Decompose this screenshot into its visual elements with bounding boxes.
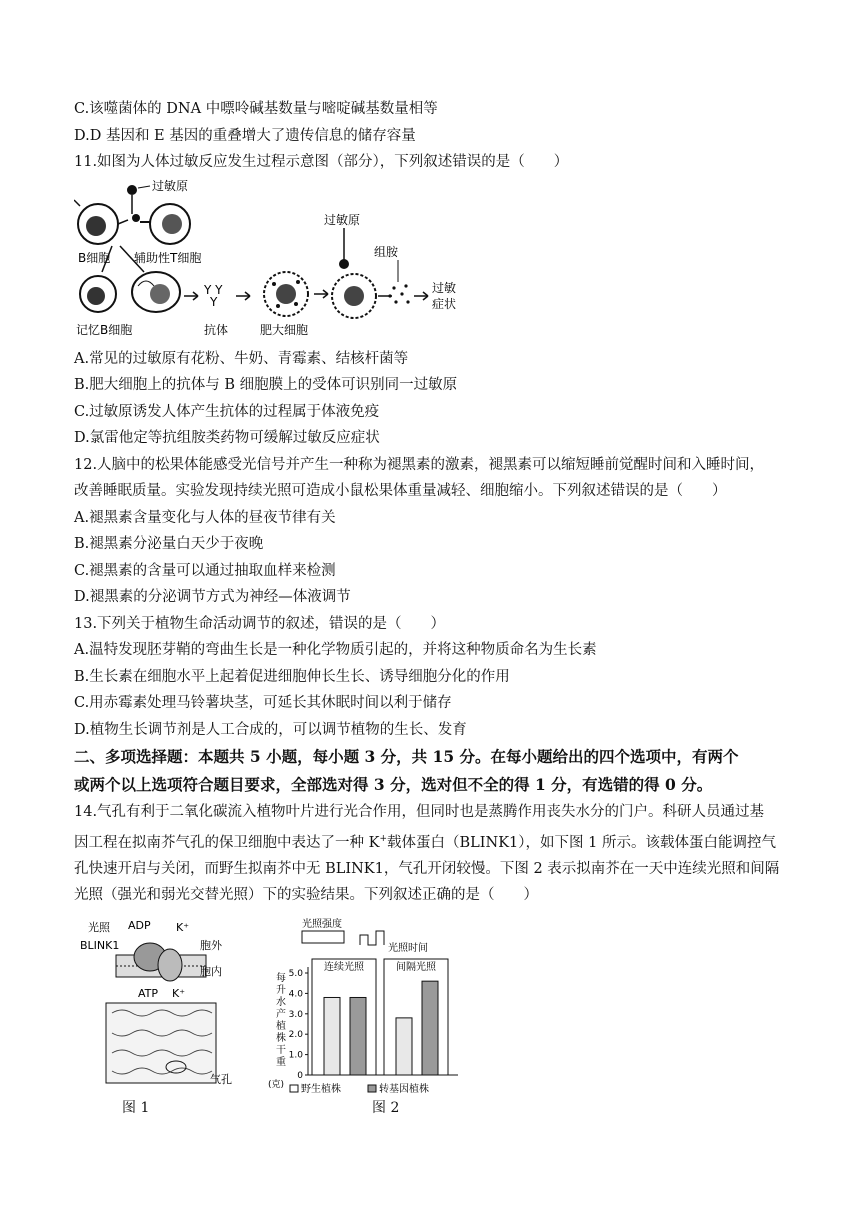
label-antibody: 抗体	[204, 322, 229, 337]
y-tick-label: 4.0	[288, 989, 303, 1000]
q12-stem-line1: 12.人脑中的松果体能感受光信号并产生一种称为褪黑素的激素，褪黑素可以缩短睡前觉醒时间和入睡时间，	[74, 456, 765, 473]
ylabel-char: 植	[276, 1020, 286, 1032]
fig2-bars	[324, 981, 438, 1075]
label-helper-t: 辅助性T细胞	[134, 250, 202, 265]
category-label: 间隔光照	[396, 961, 436, 973]
q13-option-c: C.用赤霉素处理马铃薯块茎，可延长其休眠时间以利于储存	[74, 695, 452, 711]
q14-stem-line4: 光照（强光和弱光交替光照）下的实验结果。下列叙述正确的是（ ）	[74, 887, 538, 904]
exam-page	[74, 96, 794, 1119]
memory-b-cell-icon	[80, 276, 116, 312]
y-tick-label: 5.0	[288, 968, 303, 979]
label-histamine: 组胺	[374, 244, 399, 259]
legend-swatch-wild	[290, 1085, 298, 1092]
fig1-label-k-top: K⁺	[176, 920, 190, 934]
intermittent-light-symbol	[360, 931, 384, 945]
q11-option-a: A.常见的过敏原有花粉、牛奶、青霉素、结核杆菌等	[74, 350, 409, 367]
q13-option-a: A.温特发现胚芽鞘的弯曲生长是一种化学物质引起的，并将这种物质命名为生长素	[74, 642, 597, 658]
label-allergen-top: 过敏原	[152, 178, 189, 193]
mast-cell-icon	[264, 272, 308, 316]
q10-option-c: C.该噬菌体的 DNA 中嘌呤碱基数量与嘧啶碱基数量相等	[74, 101, 438, 117]
category-label: 连续光照	[324, 961, 364, 973]
q11-stem: 11.如图为人体过敏反应发生过程示意图（部分），下列叙述错误的是（ ）	[74, 154, 569, 170]
allergy-diagram	[74, 176, 794, 346]
ylabel-char: 株	[276, 1032, 286, 1044]
q14-stem-line1: 14.气孔有利于二氧化碳流入植物叶片进行光合作用，但同时也是蒸腾作用丧失水分的门户。科研人员通过基	[74, 804, 765, 820]
q10-option-d: D.D 基因和 E 基因的重叠增大了遗传信息的储存容量	[74, 127, 416, 144]
q11-option-d: D.氯雷他定等抗组胺类药物可缓解过敏反应症状	[74, 430, 380, 446]
k-plus-sup: +	[379, 833, 387, 844]
bar-wild	[396, 1018, 412, 1075]
histamine-icon	[388, 284, 409, 303]
y-tick-label: 2.0	[288, 1030, 303, 1041]
bar-transgenic	[422, 981, 438, 1075]
q12-option-d: D.褪黑素的分泌调节方式为神经—体液调节	[74, 589, 351, 605]
figure2-caption: 图 2	[372, 1099, 400, 1116]
label-symptom-1: 过敏	[432, 280, 457, 295]
q12-option-a: A.褪黑素含量变化与人体的昼夜节律有关	[74, 509, 336, 526]
q12-option-c: C.褪黑素的含量可以通过抽取血样来检测	[74, 562, 336, 579]
ylabel-char: 每	[276, 972, 286, 984]
allergen-icon	[127, 185, 150, 222]
fig1-label-blink: BLINK1	[80, 938, 120, 952]
ylabel-char: 产	[276, 1008, 286, 1020]
fig2-ylabel	[268, 971, 286, 1090]
q13-option-d: D.植物生长调节剂是人工合成的，可以调节植物的生长、发育	[74, 721, 467, 738]
q13-option-b: B.生长素在细胞水平上起着促进细胞伸长生长、诱导细胞分化的作用	[74, 668, 510, 685]
legend-trans: 转基因植株	[379, 1083, 429, 1095]
leaf-tissue-icon	[106, 1003, 216, 1083]
bar-wild	[324, 997, 340, 1075]
legend-swatch-trans	[368, 1085, 376, 1092]
continuous-light-symbol	[302, 931, 344, 943]
fig1-label-adp: ADP	[128, 918, 151, 932]
section2-heading-line2: 或两个以上选项符合题目要求，全部选对得 3 分，选对但不全的得 1 分，有选错的得 0 分。	[74, 775, 713, 794]
y-tick-label: 3.0	[288, 1009, 303, 1020]
fig1-label-light: 光照	[88, 920, 110, 934]
section2-heading-line1: 二、多项选择题：本题共 5 小题，每小题 3 分，共 15 分。在每小题给出的四个选项中，有两个	[74, 747, 739, 766]
plasma-cell-icon	[132, 272, 180, 312]
label-mast-cell: 肥大细胞	[260, 322, 309, 337]
y-tick-label: 1.0	[288, 1050, 303, 1061]
fig1-label-atp: ATP	[138, 986, 159, 1000]
figure1-caption: 图 1	[122, 1099, 150, 1116]
fig1-label-inside: 胞内	[200, 964, 222, 978]
q14-stem-line2	[74, 826, 794, 856]
ylabel-char: 重	[276, 1056, 286, 1068]
fig2-light-intensity-label: 光照强度	[302, 918, 342, 930]
label-b-cell: B细胞	[78, 250, 111, 265]
fig2-legend	[290, 1082, 429, 1095]
b-cell-icon	[74, 200, 128, 244]
figure2-bar-chart	[268, 915, 468, 1095]
q14-line2-part1: 因工程在拟南芥气孔的保卫细胞中表达了一种 K	[74, 834, 380, 851]
q12-stem-line2: 改善睡眠质量。实验发现持续光照可造成小鼠松果体重量减轻、细胞缩小。下列叙述错误的是（ ）	[74, 483, 727, 499]
fig2-light-time-label: 光照时间	[388, 942, 428, 954]
y-tick-label: 0	[297, 1070, 303, 1081]
svg-text:Y Y: Y Y	[204, 282, 223, 297]
fig1-label-outside: 胞外	[200, 938, 222, 952]
q14-line2-part2: 载体蛋白（BLINK1），如下图 1 所示。该载体蛋白能调控气	[387, 834, 776, 851]
fig1-label-k-bottom: K⁺	[172, 986, 186, 1000]
q11-option-c: C.过敏原诱发人体产生抗体的过程属于体液免疫	[74, 403, 380, 420]
ylabel-unit: (克)	[268, 1079, 285, 1090]
label-memory-b: 记忆B细胞	[76, 322, 133, 337]
svg-text:Y: Y	[210, 294, 218, 309]
q12-option-b: B.褪黑素分泌量白天少于夜晚	[74, 536, 264, 552]
bar-transgenic	[350, 997, 366, 1075]
ylabel-char: 干	[276, 1044, 286, 1056]
label-symptom-2: 症状	[432, 296, 457, 311]
legend-wild: 野生植株	[301, 1083, 341, 1095]
ylabel-char: 升	[276, 984, 286, 996]
q14-stem-line3: 孔快速开启与关闭，而野生拟南芥中无 BLINK1，气孔开闭较慢。下图 2 表示拟南芥在一天中连续光照和间隔	[74, 860, 780, 877]
figure1-blink1-diagram	[76, 917, 246, 1092]
fig1-label-stoma: 气孔	[210, 1072, 232, 1086]
activated-mast-cell-icon	[332, 274, 376, 318]
antibody-icon	[203, 283, 223, 309]
q13-stem: 13.下列关于植物生命活动调节的叙述，错误的是（ ）	[74, 615, 446, 632]
label-allergen-right: 过敏原	[324, 212, 361, 227]
q14-figures	[74, 909, 794, 1119]
allergy-diagram-svg	[74, 176, 474, 346]
q11-option-b: B.肥大细胞上的抗体与 B 细胞膜上的受体可识别同一过敏原	[74, 377, 458, 393]
ylabel-char: 水	[276, 996, 286, 1008]
helper-t-cell-icon	[140, 204, 190, 244]
